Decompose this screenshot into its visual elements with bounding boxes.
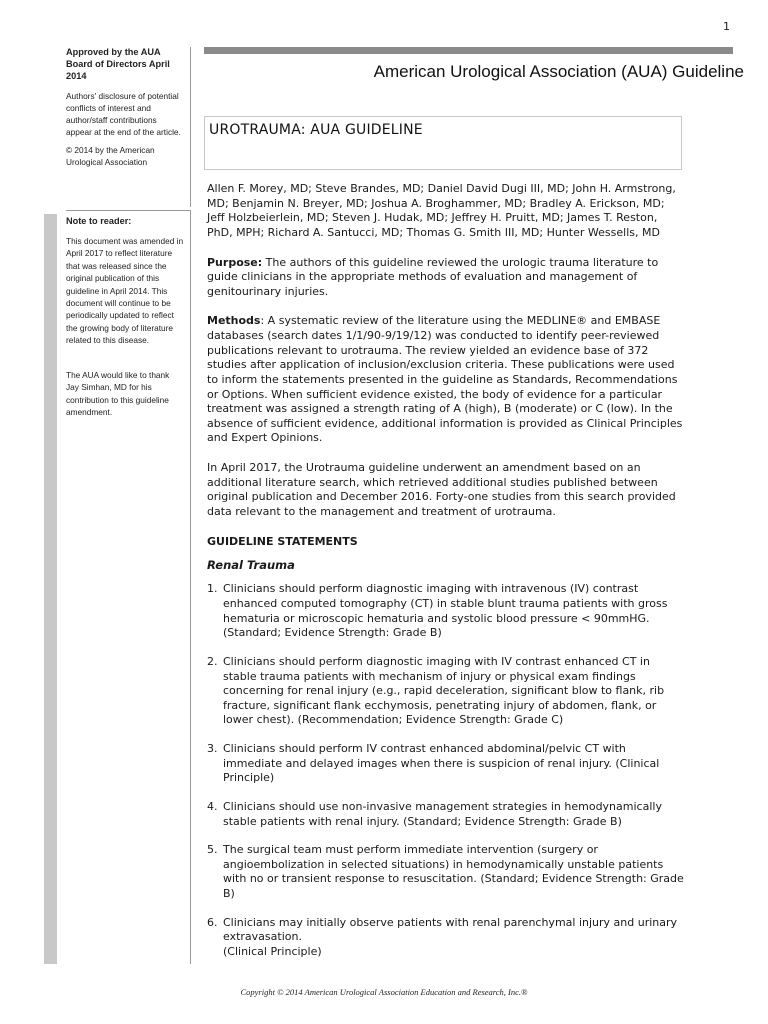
thanks-text: The AUA would like to thank Jay Simhan, MD for his contribution to this guideline amendment. [66,369,170,418]
document-title: UROTRAUMA: AUA GUIDELINE [209,122,423,138]
sidebar-approval-box [66,47,191,207]
statement-text: Clinicians should use non-invasive management strategies in hemodynamically stable patients with renal injury. (Standard; Evidence Strength: Grade B) [223,799,662,828]
statement-number: 3. [207,742,218,756]
disclosure-note: Authors' disclosure of potential conflicts of interest and author/staff contributions appear at the end of the article. [66,90,181,137]
statement-number: 5. [207,843,218,857]
amendment-paragraph: In April 2017, the Urotrauma guideline underwent an amendment based on an additional literature search, which retrieved additional studies published between original publication and December 2016. Forty-one studies from this search provided data relevant to the management and treatment of urotrauma. [207,461,676,518]
methods-label: Methods [207,314,261,328]
page-number: 1 [723,20,730,33]
guideline-header-title: American Urological Association (AUA) Guideline [373,62,744,81]
guideline-statement [207,582,685,641]
note-text: This document was amended in April 2017 to reflect literature that was released since the original publication of this guideline in April 2014. This document will continue to be periodically updated to reflect the growing body of literature related to this disease. [66,235,184,346]
guideline-statement [207,800,685,829]
statement-text: Clinicians should perform diagnostic imaging with IV contrast enhanced CT in stable trauma patients with mechanism of injury or physical exam findings concerning for renal injury (e.g., rapid deceleration, significant blow to flank, rib fracture, significant flank ecchymosis, penetrating injury of abdomen, flank, or lower chest). (Recommendation; Evidence Strength: Grade C) [223,654,665,727]
renal-trauma-heading: Renal Trauma [207,558,295,573]
sidebar-gray-bar [44,214,57,964]
document-title-box [204,116,682,170]
statement-number: 1. [207,582,218,596]
purpose-text: The authors of this guideline reviewed the urologic trauma literature to guide clinicians in the appropriate methods of evaluation and management of genitourinary injuries. [207,255,659,298]
note-title: Note to reader: [66,216,132,226]
purpose-paragraph [207,256,685,300]
guideline-statements-heading: GUIDELINE STATEMENTS [207,534,358,548]
main-content [207,182,685,974]
purpose-label: Purpose: [207,255,263,269]
authors-list: Allen F. Morey, MD; Steve Brandes, MD; Daniel David Dugi III, MD; John H. Armstrong, MD; Benjamin N. Breyer, MD; Joshua A. Broghammer, MD; Bradley A. Erickson, MD; Jeff Holzbeierlein, MD; Steven J. Hudak, MD; Jeffrey H. Pruitt, MD; James T. Reston, PhD, MPH; Richard A. Santucci, MD; Thomas G. Smith III, MD; Hunter Wessells, MD [207,182,676,239]
methods-paragraph [207,314,685,446]
statement-text: Clinicians should perform diagnostic imaging with intravenous (IV) contrast enhanced computed tomography (CT) in stable blunt trauma patients with gross hematuria or microscopic hematuria and systolic blood pressure < 90mmHG. (Standard; Evidence Strength: Grade B) [223,582,668,640]
statement-text [223,916,685,960]
copyright-footer: Copyright © 2014 American Urological Association Education and Research, Inc.® [240,987,528,997]
statement-classification: (Clinical Principle) [223,944,322,958]
header-rule [204,47,733,54]
approval-statement: Approved by the AUA Board of Directors April 2014 [66,47,170,81]
guideline-statement [207,742,685,786]
sidebar-copyright: © 2014 by the American Urological Association [66,144,155,167]
sidebar-note-box [66,210,191,964]
statement-number: 2. [207,654,218,668]
statement-text: The surgical team must perform immediate intervention (surgery or angioembolization in selected situations) in hemodynamically unstable patients with no or transient response to resuscitation. (Standard; Evidence Strength: Grade B) [223,843,684,901]
statement-number: 6. [207,915,218,929]
methods-text: : A systematic review of the literature using the MEDLINE® and EMBASE databases (search dates 1/1/90-9/19/12) was conducted to identify peer-reviewed publications relevant to urotrauma. The review yielded an evidence base of 372 studies after application of inclusion/exclusion criteria. These publications were used to inform the statements presented in the guideline as Standards, Recommendations or Options. When sufficient evidence existed, the body of evidence for a particular treatment was assigned a strength rating of A (high), B (moderate) or C (low). In the absence of sufficient evidence, additional information is provided as Clinical Principles and Expert Opinions. [207,314,683,445]
guideline-statement [207,843,685,902]
statement-number: 4. [207,799,218,813]
guideline-statement [207,655,685,728]
statement-text: Clinicians should perform IV contrast enhanced abdominal/pelvic CT with immediate and delayed images when there is suspicion of renal injury. (Clinical Principle) [223,742,660,785]
statement-main-text: Clinicians may initially observe patients with renal parenchymal injury and urinary extravasation. [223,915,678,944]
guideline-statement [207,916,685,960]
